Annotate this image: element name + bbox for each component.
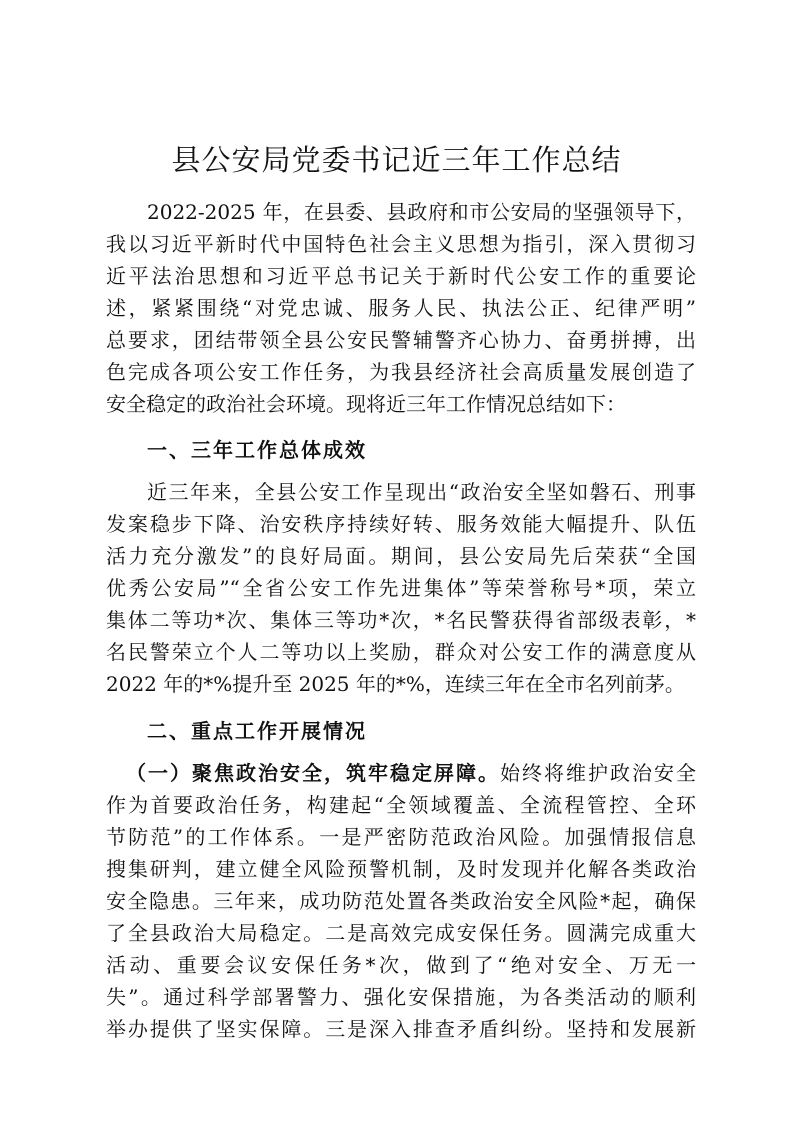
text-line: 色完成各项公安工作任务，为我县经济社会高质量发展创造了 (106, 360, 696, 384)
text-line: 活动、重要会议安保任务*次，做到了“绝对安全、万无一 (106, 953, 696, 977)
text-fragment: 始终将维护政治安全 (500, 761, 696, 785)
section-1-paragraph (106, 476, 696, 700)
text-line: 总要求，团结带领全县公安民警辅警齐心协力、奋勇拼搏，出 (106, 328, 696, 352)
text-line: 活力充分激发”的良好局面。期间，县公安局先后荣获“全国 (106, 544, 696, 568)
section-2-paragraph (106, 757, 696, 1045)
text-line: 集体二等功*次、集体三等功*次，*名民警获得省部级表彰，* (106, 608, 696, 632)
text-line: 安全隐患。三年来，成功防范处置各类政治安全风险*起，确保 (106, 889, 696, 913)
section-1-heading: 一、三年工作总体成效 (147, 438, 367, 462)
document-title: 县公安局党委书记近三年工作总结 (171, 143, 622, 177)
text-line: 近平法治思想和习近平总书记关于新时代公安工作的重要论 (106, 264, 696, 288)
text-line: 名民警荣立个人二等功以上奖励，群众对公安工作的满意度从 (106, 640, 696, 664)
text-line: 作为首要政治任务，构建起“全领域覆盖、全流程管控、全环 (106, 793, 696, 817)
intro-paragraph (106, 196, 696, 420)
text-line: 了全县政治大局稳定。二是高效完成安保任务。圆满完成重大 (106, 921, 696, 945)
text-line: 搜集研判，建立健全风险预警机制，及时发现并化解各类政治 (106, 857, 696, 881)
text-line (106, 757, 696, 789)
text-line: 优秀公安局”“全省公安工作先进集体”等荣誉称号*项，荣立 (106, 576, 696, 600)
text-line: 近三年来，全县公安工作呈现出“政治安全坚如磐石、刑事 (147, 480, 696, 504)
section-2-heading: 二、重点工作开展情况 (147, 719, 367, 743)
text-line: 2022-2025 年，在县委、县政府和市公安局的坚强领导下， (147, 200, 696, 224)
text-line: 节防范”的工作体系。一是严密防范政治风险。加强情报信息 (106, 825, 696, 849)
text-line: 安全稳定的政治社会环境。现将近三年工作情况总结如下： (106, 392, 626, 416)
text-line: 2022 年的*%提升至 2025 年的*%，连续三年在全市名列前茅。 (106, 672, 685, 696)
text-line: 发案稳步下降、治安秩序持续好转、服务效能大幅提升、队伍 (106, 512, 696, 536)
subsection-title: （一）聚焦政治安全，筑牢稳定屏障。 (126, 761, 500, 785)
text-line: 述，紧紧围绕“对党忠诚、服务人民、执法公正、纪律严明” (106, 296, 696, 320)
text-line: 举办提供了坚实保障。三是深入排查矛盾纠纷。坚持和发展新 (106, 1017, 696, 1041)
text-line: 失”。通过科学部署警力、强化安保措施，为各类活动的顺利 (106, 985, 696, 1009)
text-line: 我以习近平新时代中国特色社会主义思想为指引，深入贯彻习 (106, 232, 696, 256)
